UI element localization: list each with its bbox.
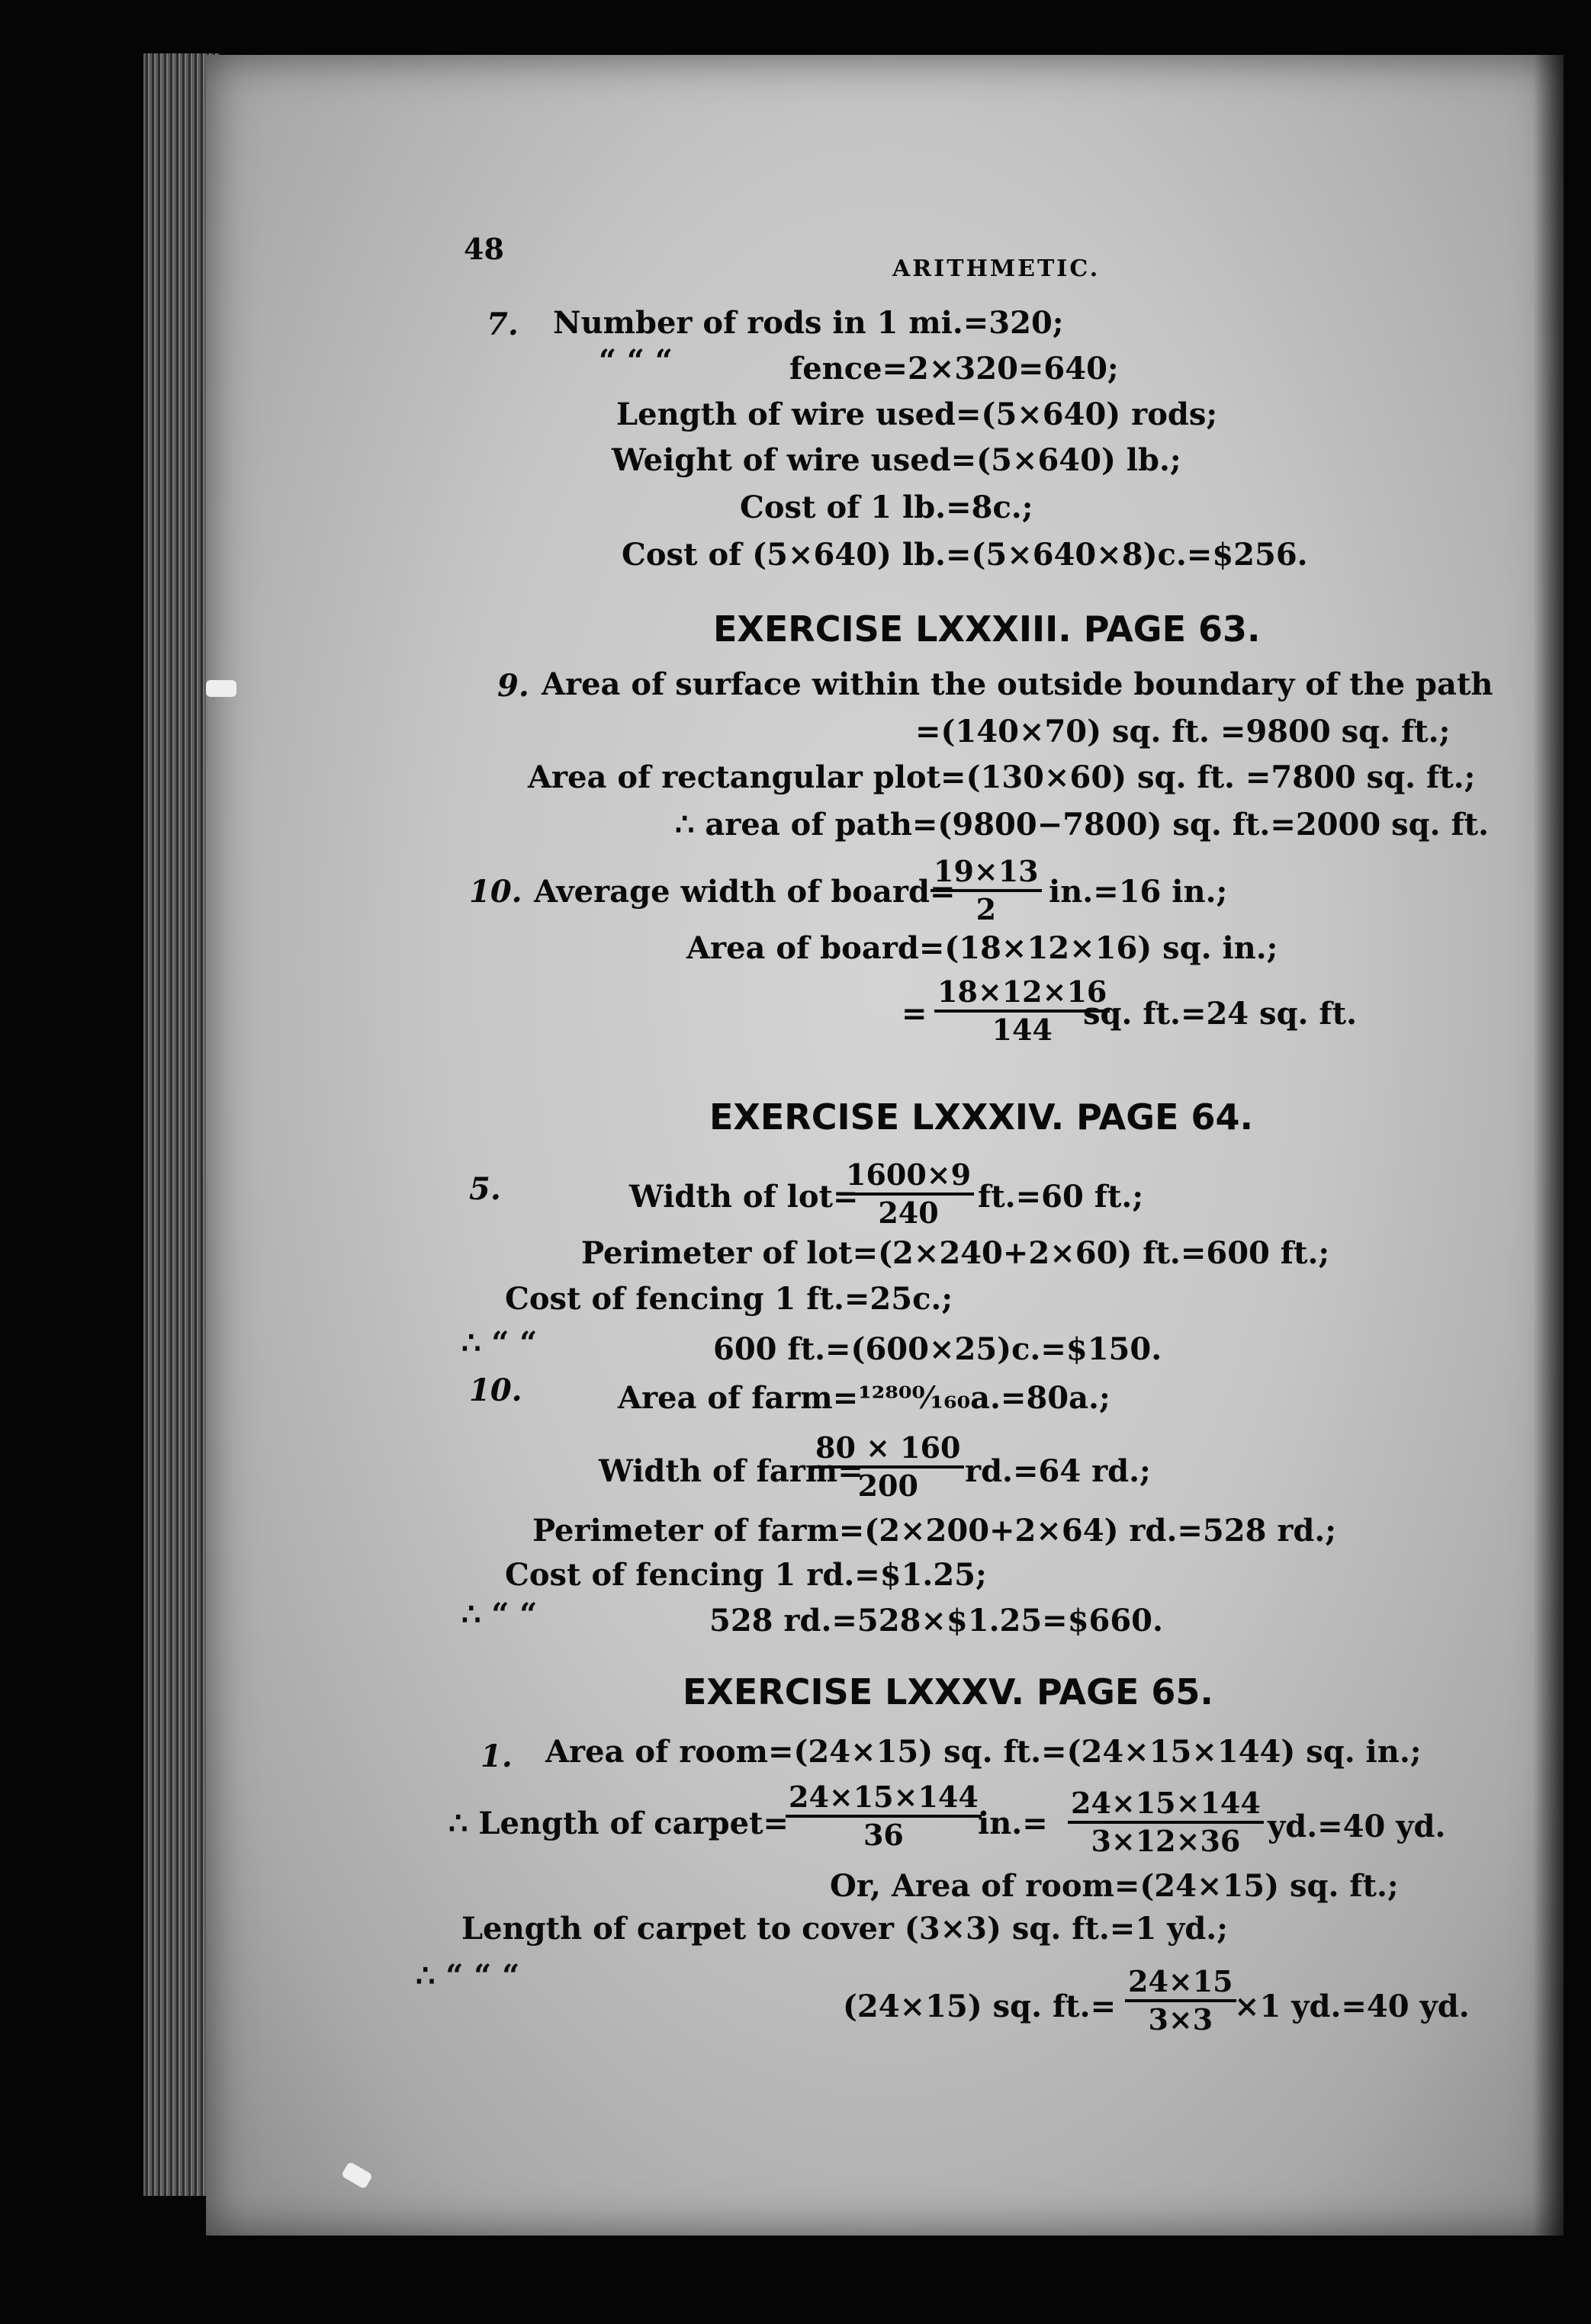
fraction-carpet-yards xyxy=(1068,1786,1264,1858)
book-page xyxy=(206,55,1564,2236)
p10b-width-label: Width of farm= xyxy=(599,1453,863,1489)
fraction-denominator: 3×3 xyxy=(1148,2002,1213,2037)
p10-area-result: sq. ft.=24 sq. ft. xyxy=(1083,996,1358,1032)
p7-line-5: Cost of 1 lb.=8c.; xyxy=(740,490,1033,525)
fraction-numerator: 19×13 xyxy=(930,857,1042,892)
p5-width-label: Width of lot= xyxy=(629,1179,859,1215)
scan-speck xyxy=(341,2161,373,2189)
p7-line-1: Number of rods in 1 mi.=320; xyxy=(553,305,1064,341)
p10-equals: = xyxy=(902,996,927,1032)
fraction-numerator: 24×15×144 xyxy=(786,1783,982,1818)
p7-line-2: fence=2×320=640; xyxy=(789,351,1119,387)
p5-perimeter: Perimeter of lot=(2×240+2×60) ft.=600 ft.; xyxy=(581,1235,1330,1271)
exercise-83-heading: EXERCISE LXXXIII. PAGE 63. xyxy=(713,608,1261,650)
p5-total-cost: 600 ft.=(600×25)c.=$150. xyxy=(713,1331,1162,1367)
p10b-total-cost: 528 rd.=528×$1.25=$660. xyxy=(709,1603,1163,1639)
p1-inches-equals: in.= xyxy=(978,1806,1048,1841)
running-title: ARITHMETIC. xyxy=(892,255,1101,282)
p9-line-3: Area of rectangular plot=(130×60) sq. ft. =7800 sq. ft.; xyxy=(528,759,1476,795)
p1-carpet-unit: Length of carpet to cover (3×3) sq. ft.=1 yd.; xyxy=(461,1911,1228,1947)
problem-number-7: 7. xyxy=(487,307,519,342)
fraction-denominator: 3×12×36 xyxy=(1091,1824,1241,1858)
fraction-denominator: 2 xyxy=(975,892,997,926)
p10b-therefore-ditto: ∴ “ “ xyxy=(461,1597,538,1632)
p5-cost-unit: Cost of fencing 1 ft.=25c.; xyxy=(505,1281,953,1317)
fraction-carpet-inches xyxy=(786,1780,982,1852)
p9-line-2: =(140×70) sq. ft. =9800 sq. ft.; xyxy=(915,714,1451,750)
problem-number-10: 10. xyxy=(469,874,522,910)
fraction-denominator: 36 xyxy=(863,1818,904,1852)
page-number: 48 xyxy=(464,232,504,266)
p10b-area: Area of farm=¹²⁸⁰⁰⁄₁₆₀a.=80a.; xyxy=(618,1380,1110,1416)
p1-length-result: yd.=40 yd. xyxy=(1268,1809,1446,1844)
p1-area: Area of room=(24×15) sq. ft.=(24×15×144) sq. in.; xyxy=(545,1734,1422,1770)
page-shadow xyxy=(1533,55,1564,2236)
fraction-numerator: 1600×9 xyxy=(843,1160,974,1196)
p10-width-label: Average width of board= xyxy=(534,874,956,910)
p7-line-6: Cost of (5×640) lb.=(5×640×8)c.=$256. xyxy=(622,537,1308,573)
fraction-numerator: 80 × 160 xyxy=(812,1433,964,1469)
scan-speck xyxy=(206,680,236,697)
p9-line-1: Area of surface within the outside boundary of the path xyxy=(542,666,1493,702)
p5-width-result: ft.=60 ft.; xyxy=(978,1179,1144,1215)
p7-line-4: Weight of wire used=(5×640) lb.; xyxy=(612,442,1181,478)
p5-therefore-ditto: ∴ “ “ xyxy=(461,1325,538,1361)
exercise-84-heading: EXERCISE LXXXIV. PAGE 64. xyxy=(709,1096,1253,1138)
p1-alt-result: ×1 yd.=40 yd. xyxy=(1234,1989,1470,2024)
fraction-denominator: 144 xyxy=(992,1013,1053,1047)
p7-line-3: Length of wire used=(5×640) rods; xyxy=(616,396,1218,432)
fraction-farm-width xyxy=(812,1430,964,1503)
problem-number-9: 9. xyxy=(497,668,529,704)
p1-length-label: ∴ Length of carpet= xyxy=(448,1806,789,1841)
problem-number-10b: 10. xyxy=(469,1372,522,1408)
fraction-numerator: 24×15 xyxy=(1125,1967,1236,2002)
exercise-85-heading: EXERCISE LXXXV. PAGE 65. xyxy=(683,1671,1213,1713)
p1-therefore-ditto: ∴ “ “ “ xyxy=(416,1958,520,1994)
fraction-denominator: 200 xyxy=(857,1469,918,1503)
p7-ditto-marks: “ “ “ xyxy=(599,343,673,379)
fraction-carpet-alt xyxy=(1125,1964,1236,2037)
p10b-cost-unit: Cost of fencing 1 rd.=$1.25; xyxy=(505,1557,987,1593)
fraction-denominator: 240 xyxy=(878,1196,939,1230)
fraction-lot-width xyxy=(843,1157,974,1230)
p10-width-result: in.=16 in.; xyxy=(1049,874,1228,910)
problem-number-5: 5. xyxy=(469,1171,501,1207)
p10b-perimeter: Perimeter of farm=(2×200+2×64) rd.=528 rd.; xyxy=(532,1513,1337,1549)
p9-line-4: ∴ area of path=(9800−7800) sq. ft.=2000 sq. ft. xyxy=(675,807,1490,843)
fraction-numerator: 18×12×16 xyxy=(934,977,1110,1013)
fraction-board-width xyxy=(930,854,1042,926)
p1-alt-area: Or, Area of room=(24×15) sq. ft.; xyxy=(830,1868,1399,1904)
p10b-width-result: rd.=64 rd.; xyxy=(965,1453,1151,1489)
fraction-numerator: 24×15×144 xyxy=(1068,1789,1264,1824)
problem-number-1: 1. xyxy=(481,1738,513,1774)
p1-alt-length-label: (24×15) sq. ft.= xyxy=(843,1989,1117,2024)
p10-area-line: Area of board=(18×12×16) sq. in.; xyxy=(686,930,1278,966)
